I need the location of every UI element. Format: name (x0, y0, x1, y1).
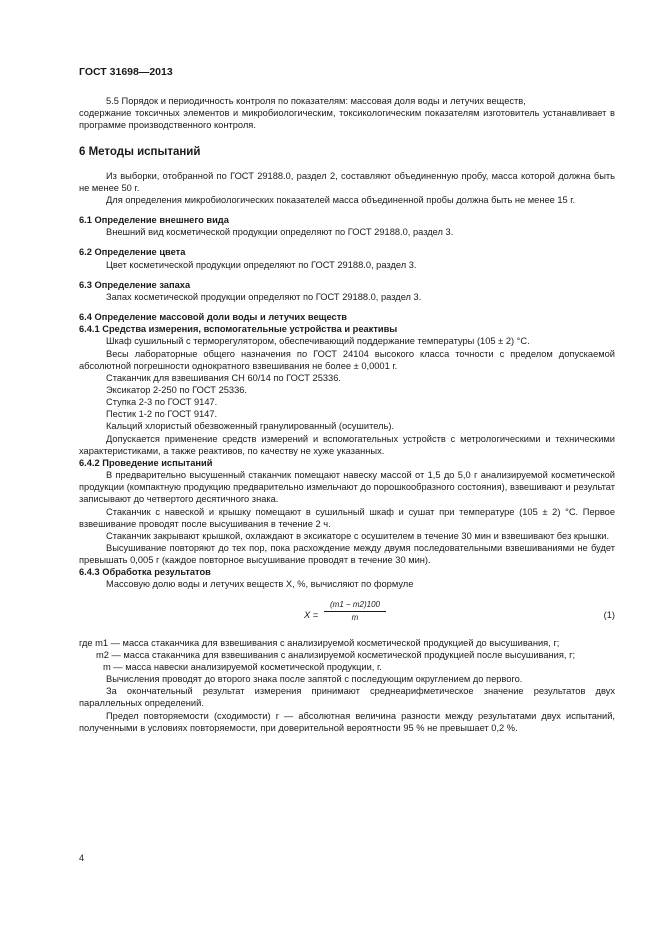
desc-m2: масса стаканчика для взвешивания с анализируемой косметической продукцией после высушивания, г; (123, 649, 576, 660)
variable-definitions (79, 637, 615, 673)
definition-m (79, 661, 615, 673)
paragraph-5-5-b: содержание токсичных элементов и микробиологическим, токсикологическим показателям изготовитель устанавливает в программе производственного контроля. (79, 108, 615, 131)
definition-m1 (79, 637, 615, 649)
heading-6-4-2: 6.4.2 Проведение испытаний (79, 457, 213, 468)
procedure-1: В предварительно высушенный стаканчик помещают навеску массой от 1,5 до 5,0 г анализируемой косметической продукции (компактную продукцию предварительно измельчают до порошкообразного состояния), взвешивают и результат записывают до четвертого десятичного знака. (79, 470, 615, 505)
heading-6-4-3: 6.4.3 Обработка результатов (79, 567, 211, 578)
text-6-1: Внешний вид косметической продукции определяют по ГОСТ 29188.0, раздел 3. (106, 227, 454, 238)
procedure-4: Высушивание повторяют до тех пор, пока расхождение между двумя последовательными взвешиваниями не будет превышать 0,005 г (каждое повторное высушивание проводят в течение 30 мин). (79, 543, 615, 566)
text-6-2: Цвет косметической продукции определяют по ГОСТ 29188.0, раздел 3. (106, 259, 417, 270)
equipment-4: Эксикатор 2-250 по ГОСТ 25336. (106, 384, 248, 395)
formula-denominator: m (351, 612, 359, 622)
equipment-6: Пестик 1-2 по ГОСТ 9147. (106, 409, 218, 420)
heading-6-2: 6.2 Определение цвета (79, 247, 186, 258)
definition-m2 (79, 649, 615, 661)
formula-numerator: (m1 − m2)100 (324, 599, 386, 612)
formula-lhs: X = (304, 609, 319, 620)
equipment-8: Допускается применение средств измерений и вспомогательных устройств с метрологическими и техническими характеристиками, а также реактивов, по качеству не хуже указанных. (79, 433, 615, 456)
desc-m: масса навески анализируемой косметической продукции, г. (125, 661, 382, 672)
heading-6-4-1: 6.4.1 Средства измерения, вспомогательные устройства и реактивы (79, 324, 398, 335)
equipment-5: Ступка 2-3 по ГОСТ 9147. (106, 397, 218, 408)
desc-m1: масса стаканчика для взвешивания с анализируемой косметической продукцией до высушивания, г; (122, 637, 560, 648)
formula-fraction (324, 599, 386, 624)
term-m: m — (103, 661, 123, 672)
formula-number: (1) (603, 609, 615, 620)
equipment-3: Стаканчик для взвешивания СН 60/14 по ГОСТ 25336. (106, 372, 341, 383)
page-content (79, 95, 615, 734)
paragraph-5-5-a: 5.5 Порядок и периодичность контроля по показателям: массовая доля воды и летучих веществ, (106, 96, 526, 106)
procedure-2: Стаканчик с навеской и крышку помещают в сушильный шкаф и сушат при температуре (105 ± 2) °С. Первое взвешивание проводят после высушивания в течение 2 ч. (79, 506, 615, 529)
calc-note-3: Предел повторяемости (сходимости) r — абсолютная величина разности между результатами двух испытаний, полученными в условиях повторяемости, при доверительной вероятности 95 % не превышает 0,2 %. (79, 710, 615, 733)
formula-1 (79, 599, 615, 633)
paragraph-6-b: Для определения микробиологических показателей масса объединенной пробы должна быть не менее 15 г. (106, 194, 576, 205)
page-number: 4 (79, 853, 85, 863)
formula-intro: Массовую долю воды и летучих веществ X, %, вычисляют по формуле (106, 579, 414, 590)
heading-6-4: 6.4 Определение массовой доли воды и летучих веществ (79, 312, 347, 323)
term-m1: где m1 — (79, 637, 120, 648)
procedure-3: Стаканчик закрывают крышкой, охлаждают в эксикаторе с осушителем в течение 30 мин и взвешивают без крышки. (106, 530, 610, 541)
heading-6-1: 6.1 Определение внешнего вида (79, 215, 229, 226)
document-header: ГОСТ 31698—2013 (79, 66, 173, 78)
heading-6-3: 6.3 Определение запаха (79, 279, 191, 290)
calc-note-1: Вычисления проводят до второго знака после запятой с последующим округлением до первого. (106, 674, 523, 685)
equipment-7: Кальций хлористый обезвоженный гранулированный (осушитель). (106, 421, 395, 432)
paragraph-6-a: Из выборки, отобранной по ГОСТ 29188.0, раздел 2, составляют объединенную пробу, масса которой должна быть не менее 50 г. (79, 170, 615, 193)
section-6-heading: 6 Методы испытаний (79, 146, 201, 159)
text-6-3: Запах косметической продукции определяют по ГОСТ 29188.0, раздел 3. (106, 291, 422, 302)
calc-note-2: За окончательный результат измерения принимают среднеарифметическое значение результатов двух параллельных определений. (79, 686, 615, 709)
equipment-2: Весы лабораторные общего назначения по ГОСТ 24104 высокого класса точности с пределом допускаемой абсолютной погрешности однократного взвешивания не более ± 0,0001 г. (79, 348, 615, 371)
equipment-1: Шкаф сушильный с терморегулятором, обеспечивающий поддержание температуры (105 ± 2) °С. (106, 336, 530, 347)
term-m2: m2 — (96, 649, 121, 660)
